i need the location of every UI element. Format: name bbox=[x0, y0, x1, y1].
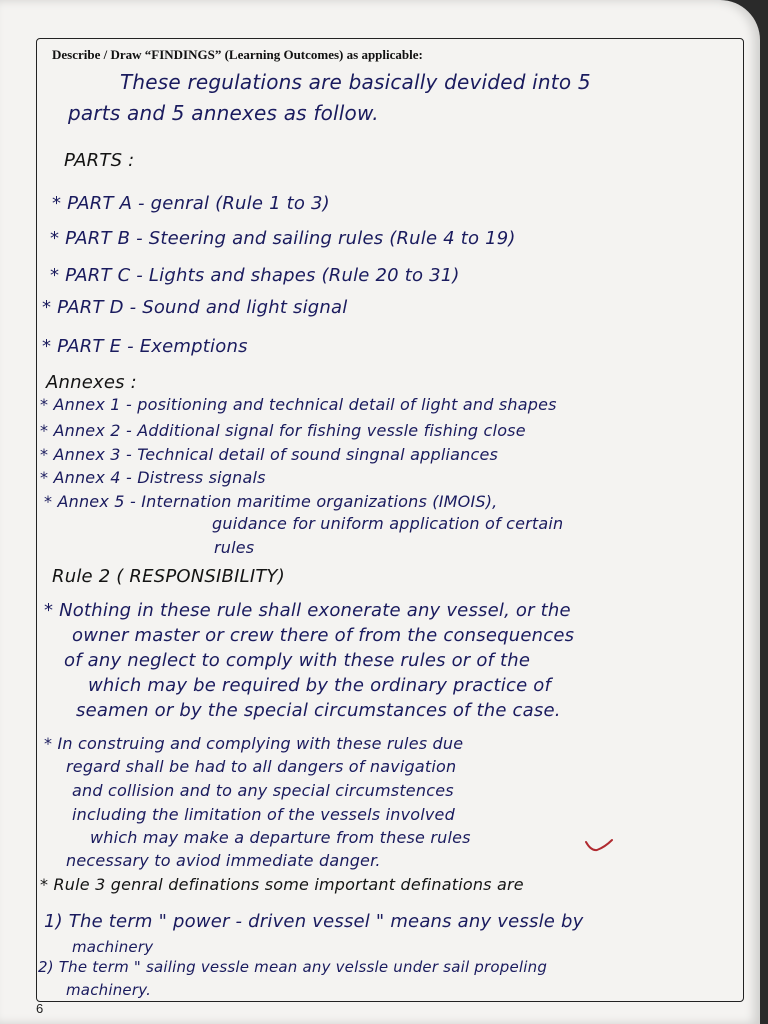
page-header: Describe / Draw “FINDINGS” (Learning Outcomes) as applicable: bbox=[52, 47, 423, 62]
red-check-mark-icon bbox=[585, 838, 613, 852]
annex-5: * Annex 5 - Internation maritime organizations (IMOIS), bbox=[44, 492, 498, 511]
part-a: * PART A - genral (Rule 1 to 3) bbox=[52, 193, 330, 214]
rule-2-para-2-line-5: which may make a departure from these rules bbox=[90, 828, 471, 847]
definition-2-continued: machinery. bbox=[66, 981, 152, 999]
page-number: 6 bbox=[36, 1001, 44, 1016]
annex-4: * Annex 4 - Distress signals bbox=[40, 468, 266, 487]
rule-2-para-1-line-4: which may be required by the ordinary practice of bbox=[88, 675, 552, 696]
rule-2-para-2-line-4: including the limitation of the vessels involved bbox=[72, 805, 455, 824]
intro-line-1: These regulations are basically devided into 5 bbox=[120, 70, 591, 94]
intro-line-2: parts and 5 annexes as follow. bbox=[68, 101, 379, 125]
part-b: * PART B - Steering and sailing rules (Rule 4 to 19) bbox=[50, 228, 516, 249]
part-e: * PART E - Exemptions bbox=[42, 336, 248, 357]
definition-1: 1) The term " power - driven vessel " means any vessle by bbox=[44, 911, 584, 932]
rule-3-line: * Rule 3 genral definations some important definations are bbox=[40, 875, 524, 894]
rule-2-para-2-line-6: necessary to aviod immediate danger. bbox=[66, 851, 381, 870]
rule-2-para-2-line-2: regard shall be had to all dangers of navigation bbox=[66, 757, 457, 776]
rule-2-heading: Rule 2 ( RESPONSIBILITY) bbox=[52, 566, 285, 587]
rule-2-para-2-line-1: * In construing and complying with these rules due bbox=[44, 734, 464, 753]
rule-2-para-1-line-1: * Nothing in these rule shall exonerate any vessel, or the bbox=[44, 600, 571, 621]
part-d: * PART D - Sound and light signal bbox=[42, 297, 348, 318]
annex-5-continued: guidance for uniform application of certain bbox=[212, 514, 564, 533]
annex-5-continued-2: rules bbox=[214, 538, 255, 557]
rule-2-para-1-line-3: of any neglect to comply with these rules or of the bbox=[64, 650, 531, 671]
rule-2-para-1-line-5: seamen or by the special circumstances of the case. bbox=[76, 700, 561, 721]
annexes-heading: Annexes : bbox=[46, 372, 137, 393]
parts-heading: PARTS : bbox=[64, 150, 135, 171]
definition-2: 2) The term " sailing vessle mean any velssle under sail propeling bbox=[38, 958, 548, 976]
annex-3: * Annex 3 - Technical detail of sound singnal appliances bbox=[40, 445, 499, 464]
rule-2-para-1-line-2: owner master or crew there of from the consequences bbox=[72, 625, 575, 646]
part-c: * PART C - Lights and shapes (Rule 20 to 31) bbox=[50, 265, 460, 286]
annex-2: * Annex 2 - Additional signal for fishing vessle fishing close bbox=[40, 421, 526, 440]
definition-1-continued: machinery bbox=[72, 938, 154, 956]
annex-1: * Annex 1 - positioning and technical detail of light and shapes bbox=[40, 395, 557, 414]
rule-2-para-2-line-3: and collision and to any special circumstences bbox=[72, 781, 454, 800]
